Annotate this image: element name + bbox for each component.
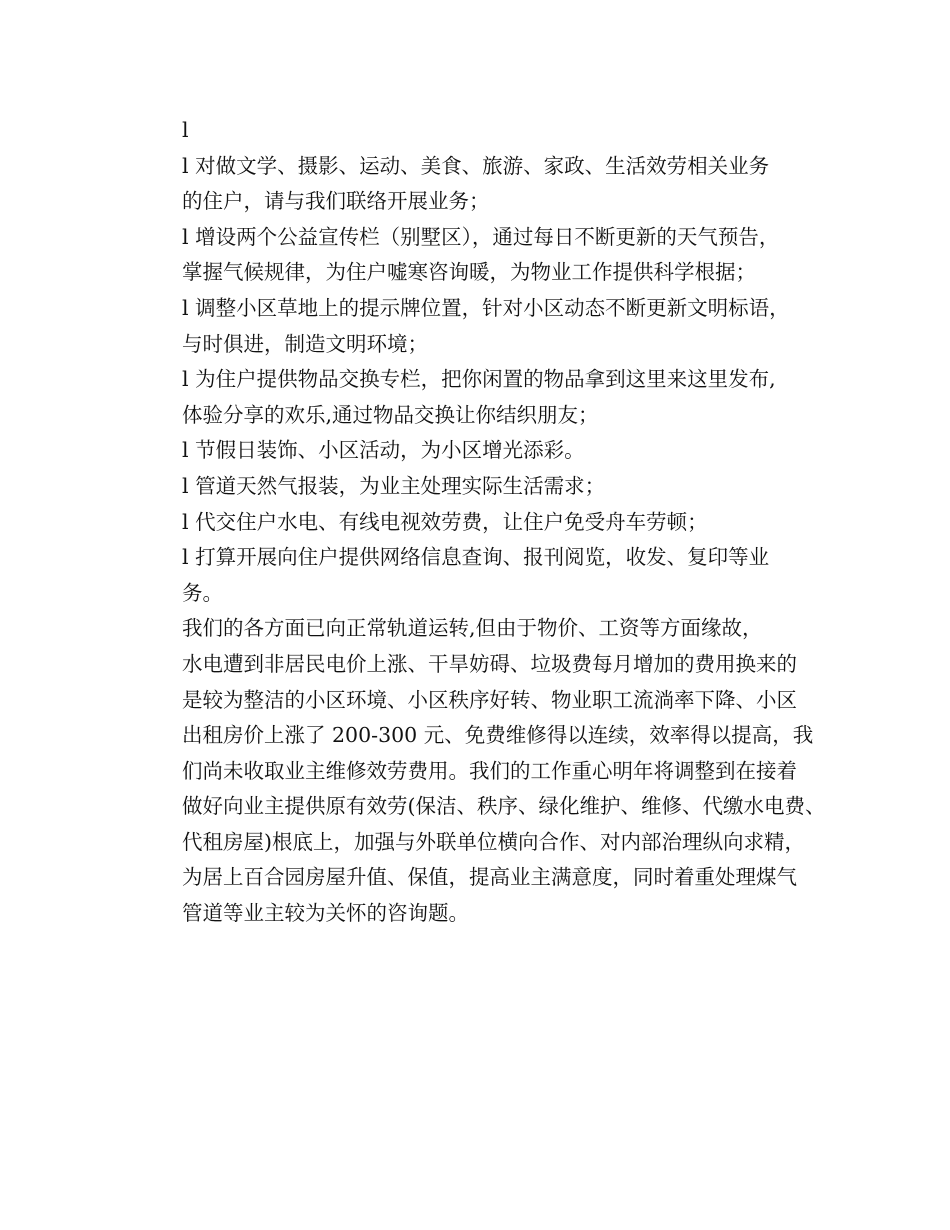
text-line: 体验分享的欢乐,通过物品交换让你结织朋友； xyxy=(182,402,599,427)
text-line: 做好向业主提供原有效劳(保洁、秩序、绿化维护、维修、代缴水电费、 xyxy=(182,794,826,819)
text-line: 我们的各方面已向正常轨道运转,但由于物价、工资等方面缘故， xyxy=(182,616,763,641)
text-line: 代租房屋)根底上，加强与外联单位横向合作、对内部治理纵向求精， xyxy=(182,829,805,854)
paragraph xyxy=(141,220,821,291)
text-line: 是较为整洁的小区环境、小区秩序好转、物业职工流淌率下降、小区 xyxy=(182,687,797,712)
text-line: l xyxy=(182,118,189,142)
paragraph xyxy=(141,611,826,931)
text-line: 管道等业主较为关怀的咨询题。 xyxy=(182,901,469,926)
text-line: l 对做文学、摄影、运动、美食、旅游、家政、生活效劳相关业务 xyxy=(182,153,770,178)
paragraph xyxy=(141,469,821,505)
text-line: 掌握气候规律，为住户嘘寒咨询暖，为物业工作提供科学根据； xyxy=(182,260,756,285)
paragraph xyxy=(141,149,821,220)
text-line: l 打算开展向住户提供网络信息查询、报刊阅览，收发、复印等业 xyxy=(182,545,770,570)
paragraph xyxy=(141,113,821,149)
text-line: l 节假日装饰、小区活动，为小区增光添彩。 xyxy=(182,438,585,463)
text-line: 为居上百合园房屋升值、保值，提高业主满意度，同时着重处理煤气 xyxy=(182,865,797,890)
text-line: l 为住户提供物品交换专栏，把你闲置的物品拿到这里来这里发布, xyxy=(182,367,776,392)
paragraph xyxy=(141,540,821,611)
text-line: 水电遭到非居民电价上涨、干旱妨碍、垃圾费每月增加的费用换来的 xyxy=(182,651,797,676)
text-line: 与时俱进，制造文明环境； xyxy=(182,331,428,356)
paragraph xyxy=(141,362,821,433)
text-line: l 增设两个公益宣传栏（别墅区），通过每日不断更新的天气预告， xyxy=(182,224,780,249)
text-line: 务。 xyxy=(182,580,223,605)
text-line: l 管道天然气报装，为业主处理实际生活需求； xyxy=(182,473,606,498)
paragraph xyxy=(141,291,821,362)
text-line: 的住户，请与我们联络开展业务； xyxy=(182,189,490,214)
text-line: l 代交住户水电、有线电视效劳费，让住户免受舟车劳顿； xyxy=(182,509,708,534)
text-line: l 调整小区草地上的提示牌位置，针对小区动态不断更新文明标语， xyxy=(182,295,790,320)
text-line: 们尚未收取业主维修效劳费用。我们的工作重心明年将调整到在接着 xyxy=(182,758,797,783)
text-line: 出租房价上涨了 200-300 元、免费维修得以连续，效率得以提高，我 xyxy=(182,723,814,748)
paragraph xyxy=(141,505,821,541)
paragraph xyxy=(141,433,821,469)
document-body xyxy=(141,113,826,932)
